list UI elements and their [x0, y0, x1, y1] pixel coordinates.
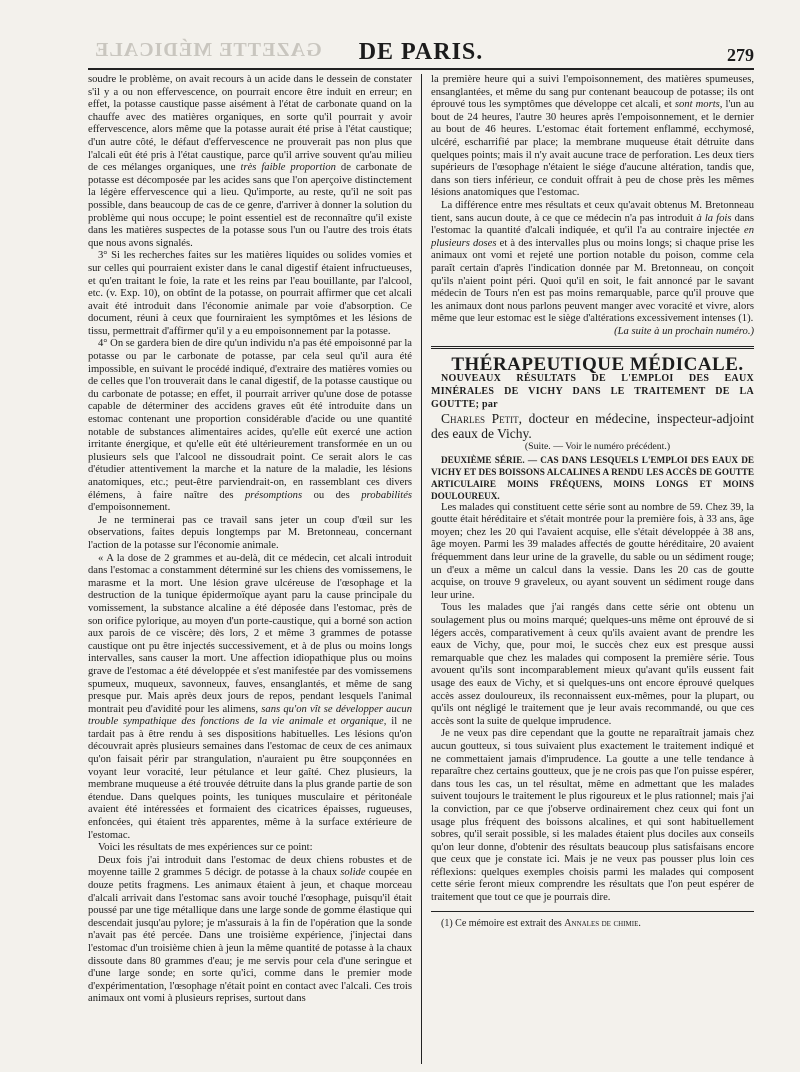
section-title: THÉRAPEUTIQUE MÉDICALE. [451, 354, 744, 376]
text-columns [88, 74, 754, 1064]
to-be-continued: (La suite à un prochain numéro.) [614, 325, 754, 337]
footnote: (1) Ce mémoire est extrait des Annales de chimie. [441, 917, 641, 929]
paragraph: la première heure qui a suivi l'empoisonnement, des matières spumeuses, ensanglantées, et même du sang pur contenant beaucoup de potasse; ils ont éprouvé tous les symptômes que développe cet alcali, et sont morts, l'un au bout de 24 heures, l'autre 30 heures après l'empoisonnement, et le dernier au bout de 46 heures. L'estomac était fortement enflammé, ecchymosé, ulcéré, escharrifié par place; la membrane muqueuse était détruite dans quelques points; mais il n'y avait aucune trace de perforation. Les deux tiers supérieurs de l'œsophage n'étaient le siége d'aucune altération, tandis que, dans son tiers inférieur, ce conduit offrait à peu de chose près les mêmes lésions anatomiques que l'estomac. [431, 74, 754, 199]
paragraph: 4° On se gardera bien de dire qu'un individu n'a pas été empoisonné par la potasse ou par le carbonate de potasse, par cela seul qu'il aura été impossible, en suivant le procédé indiqué, d'extraire des matières vomies ou de celles que l'on trouverait dans le canal digestif, de la potasse caustique ou du carbonate de potasse; en effet, il pourrait arriver qu'une dose de potasse capable de déterminer des accidens graves eût été introduite dans un estomac contenant une proportion considérable d'acide ou une quantité notable de substances alimentaires acides, qu'elle eût exercé une action irritante énergique, et qu'elle eût été ultérieurement transformée en un ou plusieurs sels que l'alcool ne dissoudrait point. Ce serait alors le cas d'étudier attentivement la marche et la nature de la maladie, les lésions anatomiques, etc.; peut-être parviendrait-on, en rassemblant ces divers élémens, à faire naître des présomptions ou des probabilités d'empoisonnement. [88, 338, 413, 514]
paragraph: Deux fois j'ai introduit dans l'estomac de deux chiens robustes et de moyenne taille 2 grammes 5 décigr. de potasse à la chaux solide coupée en douze petits fragmens. Les animaux étaient à jeun, et chaque morceau d'alcali arrivait dans l'estomac sans avoir touché l'œsophage, puisqu'il était poussé par une tige métallique dans une large sonde de gomme élastique qui descendait jusqu'au pylore; je m'assurais à la fin de l'opération que la sonde n'avait pas été percée. Dans une troisième expérience, j'injectai dans l'estomac d'un troisième chien à jeun la même quantité de potasse à la chaux dissoute dans 80 grammes d'eau; je me servis pour cela d'une seringue et d'une large sonde; en sorte qu'ici, comme dans le premier mode d'expérimentation, l'œsophage n'était point en contact avec l'alcali. Ces trois animaux ont vomi à plusieurs reprises, surtout dans [88, 854, 412, 1005]
bleed-through-title: GAZETTE MÉDICALE [94, 39, 322, 61]
paragraph: Tous les malades que j'ai rangés dans cette série ont obtenu un soulagement plus ou moins marqué; quelques-uns même ont éprouvé de si légers accès, comparativement à ceux qu'ils avaient avant de prendre les eaux de Vichy, que, pour moi, le succès chez eux est presque aussi remarquable que chez les malades qui composent la première série. Tous avouent qu'ils sont incomparablement mieux qu'avant qu'ils eussent fait usage des eaux de Vichy, et si quelques-uns ont encore éprouvé quelques accès assez douloureux, ils reconnaissent eux-mêmes, pour la plupart, ou qu'ils ont négligé le traitement que je leur avais recommandé, ou que ces accès sont la suite de quelque imprudence. [431, 602, 754, 727]
paragraph: Les malades qui constituent cette série sont au nombre de 59. Chez 39, la goutte était héréditaire et s'était montrée pour la première fois, à 33 ans, âge moyen; chez les 20 qui l'avaient acquise, elle s'était développée à 38 ans, âge moyen. Parmi les 39 malades affectés de goutte héréditaire, 20 avaient fréquemment dans leur urine de la gravelle, du sable ou un sédiment rouge; un d'eux a même un calcul dans la vessie. Dans les 20 cas de goutte acquise, on trouve 9 graveleux, ou ayant souvent un sédiment rouge dans leur urine. [431, 501, 754, 601]
footnote-rule [431, 911, 754, 912]
paragraph: Voici les résultats de mes expériences sur ce point: [98, 842, 313, 854]
running-title: DE PARIS. [358, 39, 484, 65]
series-heading: DEUXIÈME SÉRIE. — CAS DANS LESQUELS L'EMPLOI DES EAUX DE VICHY ET DES BOISSONS ALCALINES A RENDU LES ACCÈS DE GOUTTE ARTICULAIRE MOINS FRÉQUENS, MOINS LONGS ET MOINS DOULOUREUX. [431, 454, 754, 501]
left-column [88, 74, 421, 1064]
paragraph: Je ne terminerai pas ce travail sans jeter un coup d'œil sur les observations, faites depuis longtemps par M. Bretonneau, concernant l'action de la potasse sur l'économie animale. [88, 514, 412, 551]
running-header [88, 34, 754, 70]
paragraph: La différence entre mes résultats et ceux qu'avait obtenus M. Bretonneau tient, sans aucun doute, à ce que ce médecin n'a pas introduit à la fois dans l'estomac la quantité d'alcali indiquée, et qu'il l'a au contraire injectée en plusieurs doses et à des intervalles plus ou moins longs; si chaque prise les animaux ont vomi et rejeté une portion notable du poison, comme cela paraît certain d'après l'indication donnée par M. Bretonneau, on conçoit qu'ils n'aient point péri. Quoi qu'il en soit, le fait annoncé par le savant médecin de Tours n'en est pas moins remarquable, parce qu'il prouve que les animaux dont nous parlons peuvent manger avec voracité et vivre, alors même que leur estomac est le siège d'altérations excessivement intenses (1). [431, 199, 754, 325]
page-number: 279 [727, 45, 754, 65]
section-divider [431, 346, 754, 349]
byline: Charles Petit, docteur en médecine, inspecteur-adjoint des eaux de Vichy. [431, 411, 754, 442]
article-title: NOUVEAUX RÉSULTATS DE L'EMPLOI DES EAUX MINÉRALES DE VICHY DANS LE TRAITEMENT DE LA GOUTTE; par [431, 373, 754, 411]
right-column [421, 74, 754, 1064]
paragraph: 3° Si les recherches faites sur les matières liquides ou solides vomies et sur celles qui pourraient exister dans le canal digestif étaient infructueuses, et qu'en traitant le foie, la rate et les reins par l'eau bouillante, par l'alcool, etc. (v. Exp. 10), on obtînt de la potasse, on pourrait affirmer que cet alcali avait été introduit dans l'économie animale par voie d'absorption. Ce document, réuni à ceux que fourniraient les symptômes et les lésions de tissu, permettrait d'affirmer qu'il y a eu empoisonnement par la potasse. [88, 250, 412, 337]
paragraph: soudre le problème, on avait recours à un acide dans le dessein de constater s'il y a ou non effervescence, on pourrait encore être induit en erreur; en effet, la potasse caustique passe aisément à l'état de carbonate quand on la chauffe avec des matières organiques, en sorte qu'il pourrait y avoir effervescence, alors même que la potasse aurait été prise à l'état caustique; d'un autre côté, le défaut d'effervescence ne prouverait pas non plus que l'alcali eût été pris à l'état caustique, parce qu'il arrive souvent qu'au milieu de ces mélanges organiques, une très faible proportion de carbonate de potasse est décomposée par les acides sans que l'on aperçoive distinctement la légère effervescence qui a lieu. Qu'importe, au reste, qu'il ne soit pas possible, dans beaucoup de cas de ce genre, d'arriver à donner la solution du problème qui nous occupe; le point essentiel est de reconnaître qu'il existe dans les matières suspectes de la potasse sous l'un ou l'autre des trois états que nous avons signalés. [88, 74, 412, 249]
continuation-note: (Suite. — Voir le numéro précédent.) [524, 441, 671, 453]
paragraph: Je ne veux pas dire cependant que la goutte ne reparaîtrait jamais chez aucun goutteux, si tous suivaient plus exactement le traitement indiqué et ne commettaient jamais d'imprudence. La goutte a une telle tendance à reparaître chez certains goutteux, que je ne crois pas que l'on puisse espérer, dans tous les cas, un tel résultat, même en admettant que les malades suivent toujours le traitement le plus rigoureux et le plus rationnel; mais j'ai la conviction, par ce que j'observe ordinairement chez ceux qui font un usage plus fréquent des boissons alcalines, et qui sont habituellement sobres, qu'il serait possible, si les malades étaient plus dociles aux conseils qu'on leur donne, d'obtenir des résultats beaucoup plus satisfaisans encore que ceux que je constate ici. Mais je ne veux pas pousser plus loin ces réflexions: quelques exemples choisis parmi les malades qui composent cette série feront mieux comprendre les résultats que l'on peut espérer de traitement que tout ce que je pourrais dire. [431, 728, 754, 904]
paragraph: « A la dose de 2 grammes et au-delà, dit ce médecin, cet alcali introduit dans l'estomac a constamment déterminé sur les chiens des vomissemens, le marasme et la mort. Une lésion grave ulcéreuse de l'œsophage et la destruction de la tunique épidermoïque ayant paru la cause principale du vomissement, la substance alcaline a été déposée dans l'estomac, près de son orifice pylorique, au moyen d'un porte-caustique, qui a borné son action aux parois de ce viscère; dès lors, 2 et même 3 grammes de potasse caustique ont pu être injectés successivement, et à de plus ou moins longs intervalles, sans causer la mort. Une affection idiopathique plus ou moins grave de l'estomac a été développée et s'est manifestée par des vomissemens spumeux, muqueux, savonneux, fauves, ensanglantés, et même de sang presque pur. Mais après deux jours de repos, pendant lesquels l'animal montrait peu d'avidité pour les alimens, sans qu'on vît se développer aucun trouble sympathique des fonctions de la vie animale et organique, il ne tardait pas à être rendu à ses dispositions habituelles. Les lésions qu'on découvrait après plusieurs semaines dans l'estomac de ceux de ces animaux qu'on faisait périr par strangulation, n'auraient pu être soupçonnées en voyant leur voracité, leur pétulance et leur gaîté. Chez plusieurs, la membrane muqueuse a été trouvée détruite dans la plus grande partie de son étendue. Dans quelques points, les tuniques musculaire et péritonéale avaient été intéressées et formaient des cicatrices épaisses, rugueuses, enfoncées, qui étaient très apparentes, même à la surface extérieure de l'estomac. [88, 552, 412, 841]
